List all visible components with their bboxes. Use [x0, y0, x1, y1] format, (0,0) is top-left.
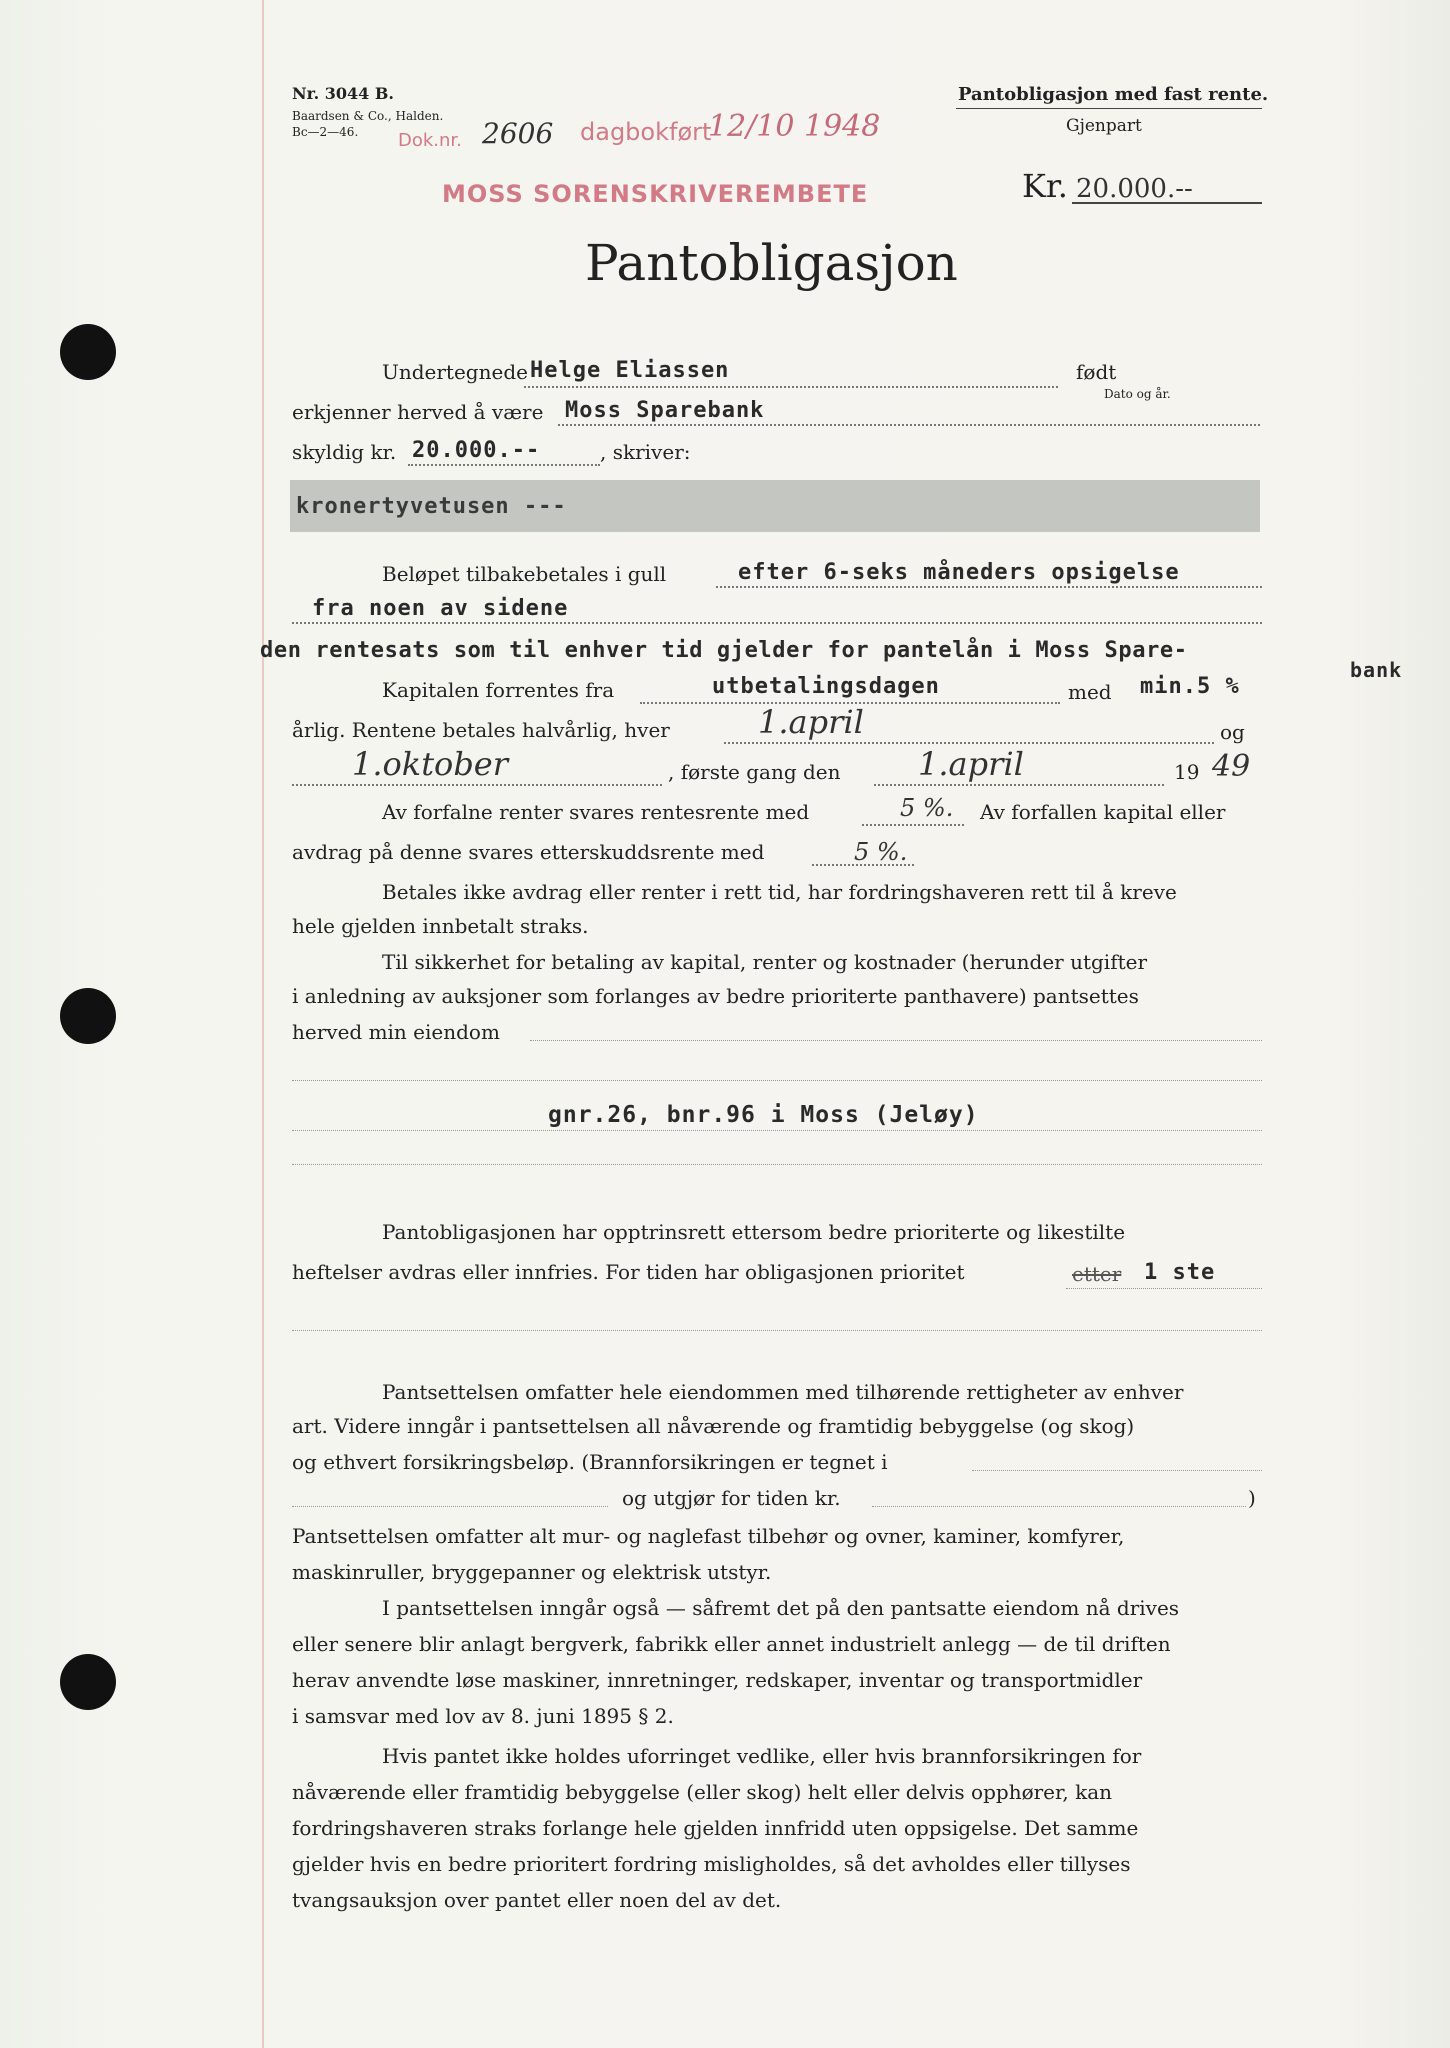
renter-line-2: avdrag på denne svares etterskuddsrente med — [292, 840, 765, 864]
kapitalen-label: Kapitalen forrentes fra — [382, 678, 615, 702]
omfatter-line-3: og ethvert forsikringsbeløp. (Brannforsikringen er tegnet i — [292, 1450, 888, 1474]
arlig-label: årlig. Rentene betales halvårlig, hver — [292, 718, 670, 742]
debtor-name: Helge Eliassen — [530, 358, 730, 383]
industri-line-3: herav anvendte løse maskiner, innretninger, redskaper, inventar og transportmidler — [292, 1668, 1143, 1692]
punch-hole — [60, 988, 116, 1044]
prioritet-line-2: heftelser avdras eller innfries. For tiden har obligasjonen prioritet — [292, 1260, 965, 1284]
creditor-name: Moss Sparebank — [565, 398, 765, 423]
med-label: med — [1068, 680, 1112, 704]
printer-name: Baardsen & Co., Halden. — [292, 109, 444, 123]
skyldig-label: skyldig kr. — [292, 440, 397, 464]
prioritet-line-1: Pantobligasjonen har opptrinsrett ettersom bedre prioriterte og likestilte — [382, 1220, 1126, 1244]
repay-terms-2: fra noen av sidene — [312, 596, 569, 621]
printer-code: Bc—2—46. — [292, 125, 359, 139]
vedlike-line-5: tvangsauksjon over pantet eller noen del av det. — [292, 1888, 782, 1912]
fodt-label: født — [1076, 360, 1117, 384]
omfatter-line-2: art. Videre inngår i pantsettelsen all nåværende og framtidig bebyggelse (og skog) — [292, 1414, 1135, 1438]
amount-in-words: kronertyvetusen --- — [296, 494, 567, 519]
renter-line-1b: Av forfallen kapital eller — [980, 800, 1226, 824]
prioritet-struck-word: etter — [1072, 1262, 1122, 1286]
industri-line-1: I pantsettelsen inngår også — såfremt det på den pantsatte eiendom nå drives — [382, 1596, 1180, 1620]
vedlike-line-4: gjelder hvis en bedre prioritert fordring misligholdes, så det avholdes eller tillyses — [292, 1852, 1131, 1876]
pay-date-2: 1.oktober — [352, 745, 509, 783]
erkjenner-label: erkjenner herved å være — [292, 400, 544, 424]
sikkerhet-line-3: herved min eiendom — [292, 1020, 500, 1044]
industri-line-4: i samsvar med lov av 8. juni 1895 § 2. — [292, 1704, 674, 1728]
tilbehor-line-2: maskinruller, bryggepanner og elektrisk utstyr. — [292, 1560, 772, 1584]
year-printed: 19 — [1174, 760, 1200, 784]
property-description: gnr.26, bnr.96 i Moss (Jeløy) — [548, 1102, 979, 1128]
dok-nr-label: Dok.nr. — [398, 130, 462, 151]
punch-hole — [60, 1654, 116, 1710]
utgjor-label: og utgjør for tiden kr. — [622, 1486, 841, 1510]
amount-label: Kr. — [1022, 167, 1068, 205]
rate-line-bank: bank — [1350, 658, 1403, 682]
undertegnede-label: Undertegnede — [382, 360, 528, 384]
omfatter-line-1: Pantsettelsen omfatter hele eiendommen med tilhørende rettigheter av enhver — [382, 1380, 1184, 1404]
form-type: Pantobligasjon med fast rente. — [958, 84, 1269, 105]
year-hand: 49 — [1212, 749, 1251, 784]
interest-rate: min.5 % — [1140, 674, 1240, 699]
dagbokfort-date: 12/10 1948 — [708, 109, 881, 144]
tilbehor-line-1: Pantsettelsen omfatter alt mur- og naglefast tilbehør og ovner, kaminer, komfyrer, — [292, 1524, 1125, 1548]
skriver-label: , skriver: — [600, 440, 691, 464]
dagbokfort-label: dagbokført — [580, 118, 712, 146]
industri-line-2: eller senere blir anlagt bergverk, fabrikk eller annet industrielt anlegg — de til driften — [292, 1632, 1171, 1656]
vedlike-line-2: nåværende eller framtidig bebyggelse (eller skog) helt eller delvis opphører, kan — [292, 1780, 1113, 1804]
punch-hole — [60, 324, 116, 380]
amount-value: 20.000.-- — [1076, 174, 1193, 204]
og-label: og — [1220, 720, 1245, 744]
dok-nr-value: 2606 — [482, 117, 554, 150]
betales-line-1: Betales ikke avdrag eller renter i rett tid, har fordringshaveren rett til å kreve — [382, 880, 1177, 904]
vedlike-line-3: fordringshaveren straks forlange hele gjelden innfridd uten oppsigelse. Det samme — [292, 1816, 1139, 1840]
pay-date-1: 1.april — [758, 703, 864, 741]
dato-label: Dato og år. — [1104, 387, 1171, 401]
betales-line-2: hele gjelden innbetalt straks. — [292, 914, 589, 938]
interest-from: utbetalingsdagen — [712, 674, 940, 699]
document-title: Pantobligasjon — [585, 234, 958, 292]
margin-line — [262, 0, 264, 2048]
utgjor-close: ) — [1248, 1486, 1256, 1510]
sikkerhet-line-1: Til sikkerhet for betaling av kapital, renter og kostnader (herunder utgifter — [382, 950, 1148, 974]
vedlike-line-1: Hvis pantet ikke holdes uforringet vedlike, eller hvis brannforsikringen for — [382, 1744, 1142, 1768]
office-stamp: MOSS SORENSKRIVEREMBETE — [442, 180, 869, 208]
copy-label: Gjenpart — [1066, 116, 1142, 136]
prioritet-value: 1 ste — [1144, 1260, 1216, 1285]
first-date: 1.april — [918, 745, 1024, 783]
repay-label: Beløpet tilbakebetales i gull — [382, 562, 667, 586]
form-number: Nr. 3044 B. — [292, 84, 394, 103]
renter-line-1: Av forfalne renter svares rentesrente med — [382, 800, 810, 824]
rentesrente-value: 5 %. — [900, 794, 954, 822]
repay-terms-1: efter 6-seks måneders opsigelse — [738, 560, 1180, 585]
skyldig-amount: 20.000.-- — [412, 438, 541, 463]
sikkerhet-line-2: i anledning av auksjoner som forlanges av bedre prioriterte panthavere) pantsettes — [292, 984, 1139, 1008]
forste-gang-label: , første gang den — [668, 760, 841, 784]
etterskudd-value: 5 %. — [854, 838, 908, 866]
rate-line: den rentesats som til enhver tid gjelder for pantelån i Moss Spare- — [260, 638, 1188, 663]
